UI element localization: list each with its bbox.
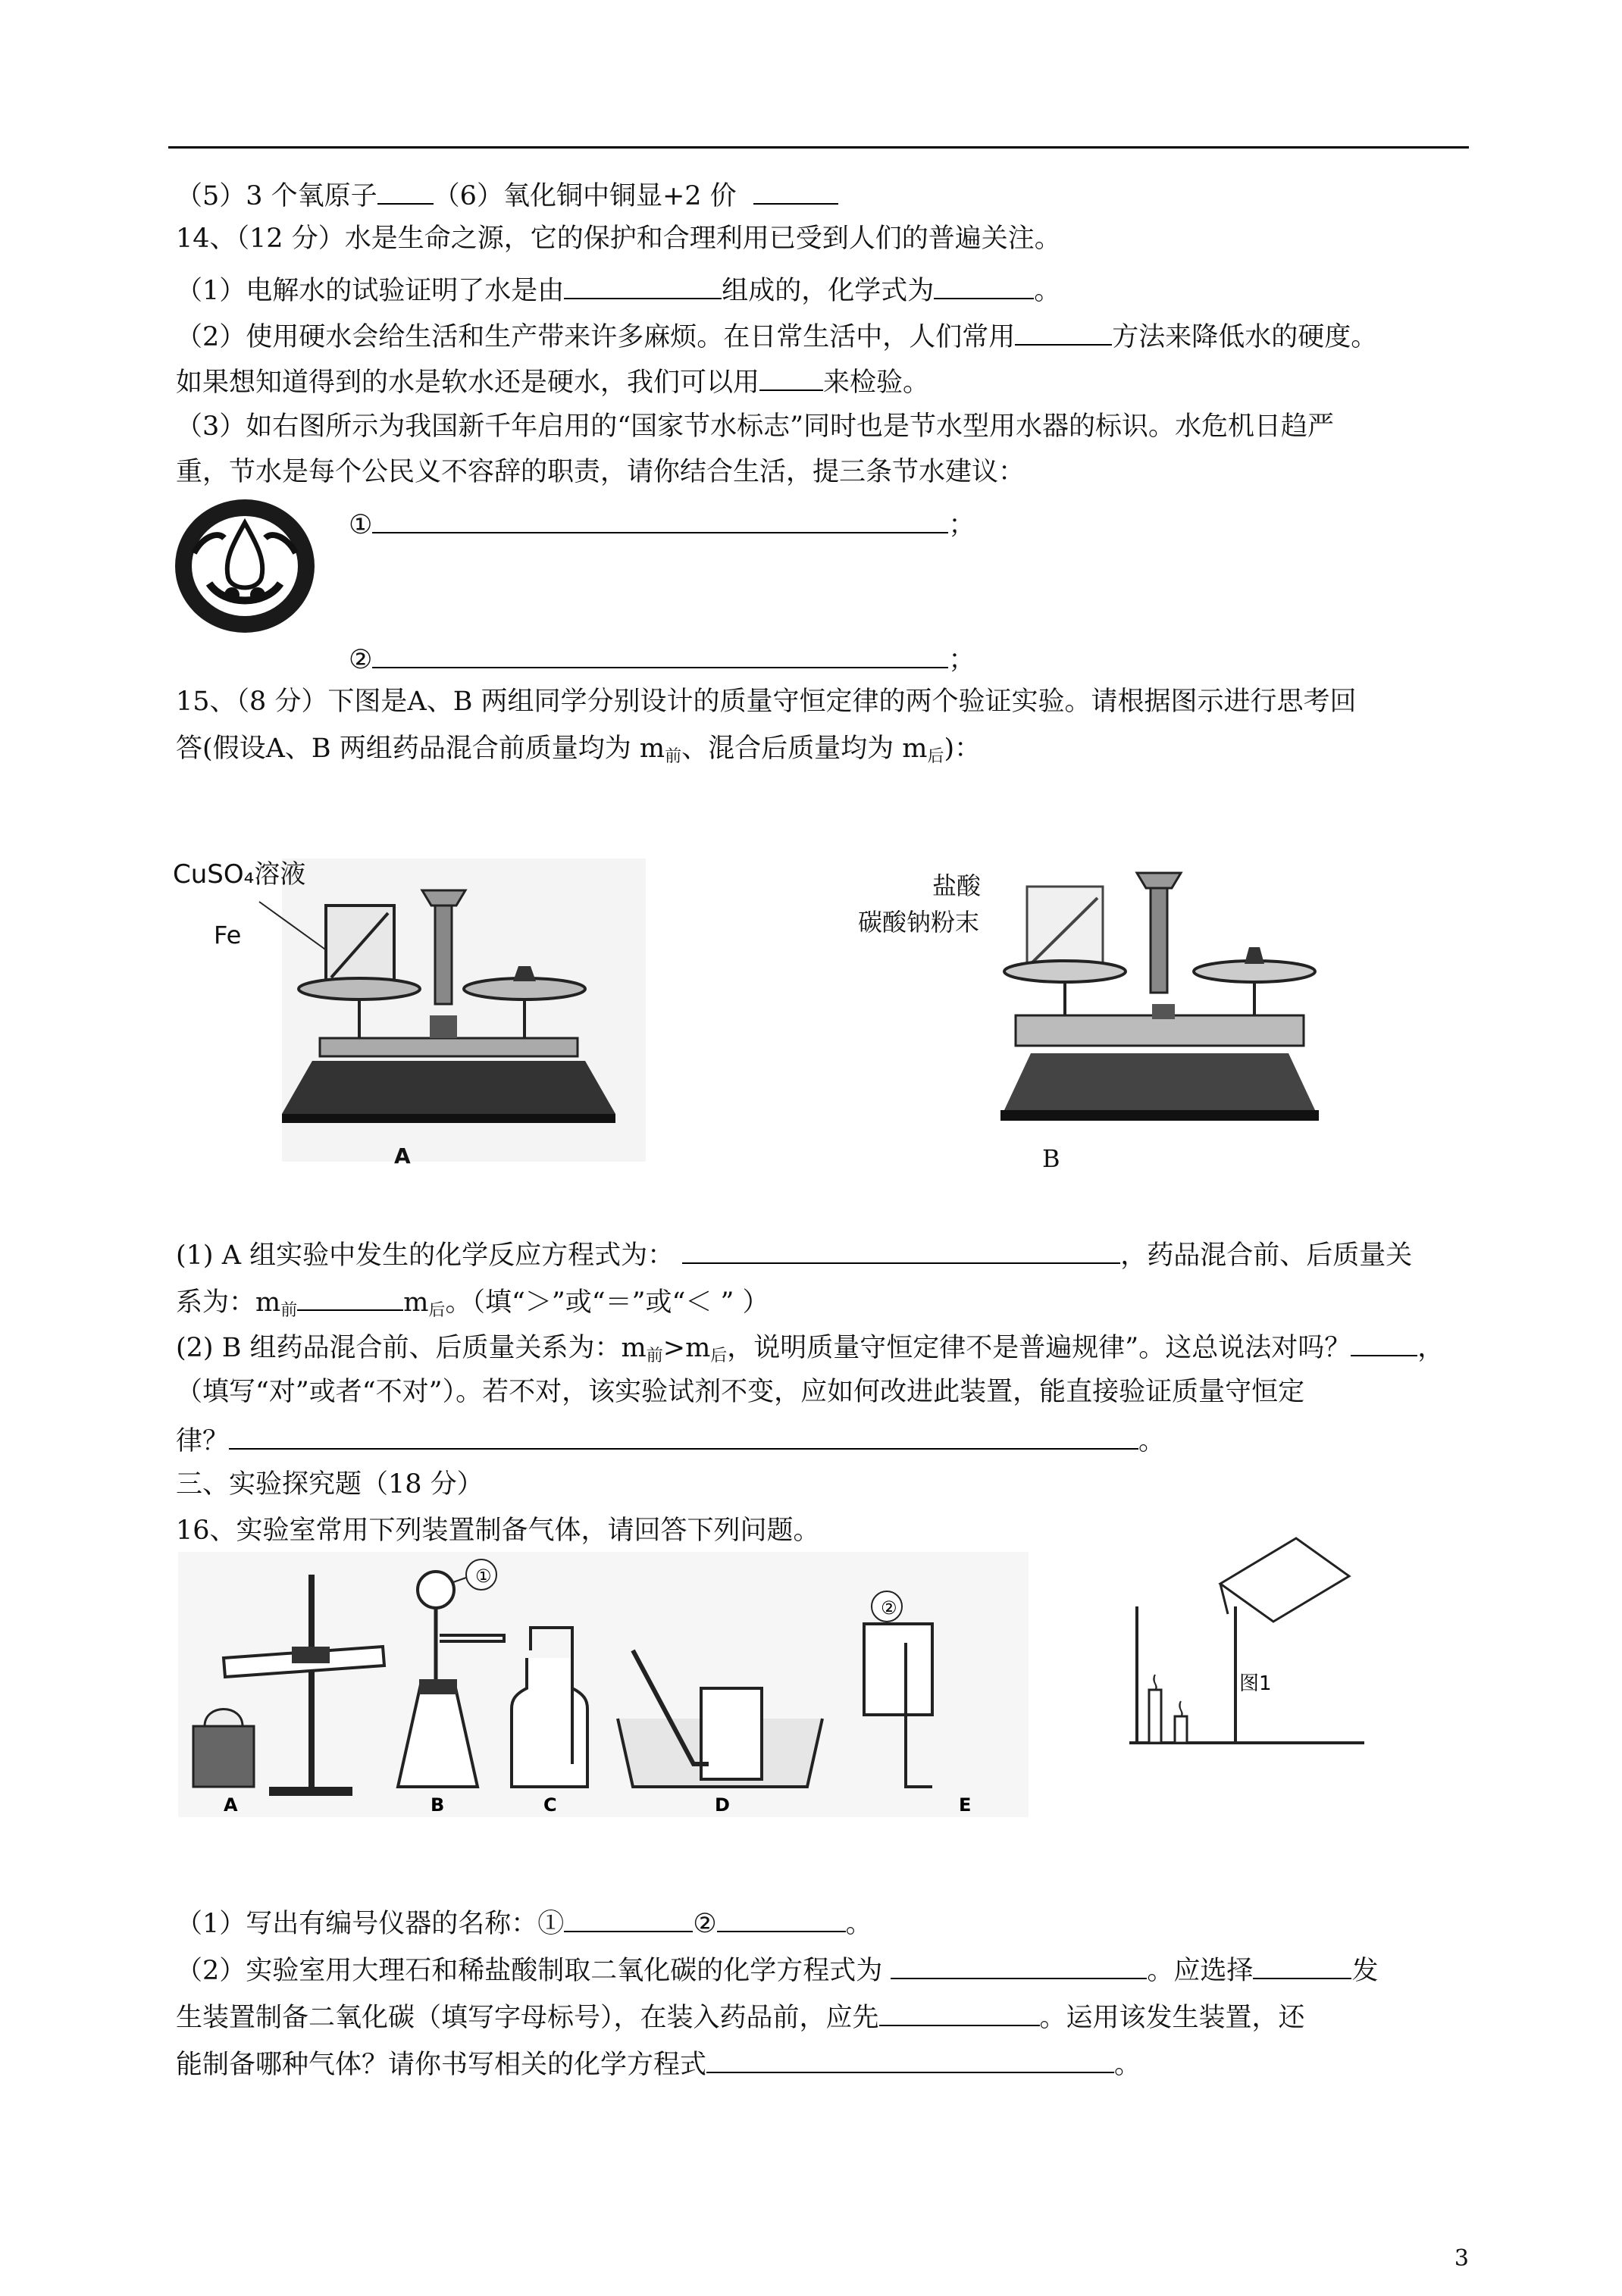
text: 如果想知道得到的水是软水还是硬水，我们可以用: [176, 368, 760, 398]
suggestion-2: [349, 639, 975, 677]
answer-blank[interactable]: [229, 1421, 1138, 1450]
item-5-text: （5）3 个氧原子: [176, 181, 377, 211]
marker-2: ②: [881, 1597, 897, 1619]
text: >m: [662, 1333, 711, 1363]
marker-1: ①: [475, 1566, 492, 1587]
question-16-part-2c: [176, 2044, 1141, 2082]
answer-blank[interactable]: [891, 1950, 1147, 1979]
answer-blank[interactable]: [717, 1903, 846, 1932]
question-14-part-2a: [176, 317, 1377, 355]
label-c: C: [543, 1794, 557, 1816]
answer-blank[interactable]: [682, 1235, 1120, 1264]
answer-blank[interactable]: [564, 271, 722, 299]
question-15-part-2a: [176, 1328, 1444, 1374]
text: (2) B 组药品混合前、后质量关系为：m: [176, 1333, 647, 1363]
text: 生装置制备二氧化碳（填写字母标号），在装入药品前，应先: [176, 2003, 879, 2033]
punct: ；: [948, 645, 975, 675]
label-b: B: [431, 1794, 445, 1816]
question-16-part-2b: [176, 1997, 1305, 2035]
text: 。应选择: [1147, 1956, 1254, 1986]
question-16-title: 16、实验室常用下列装置制备气体，请回答下列问题。: [176, 1516, 820, 1546]
answer-blank[interactable]: [297, 1282, 403, 1311]
text: 系为：m: [176, 1287, 281, 1318]
text: （1）写出有编号仪器的名称：①: [176, 1909, 565, 1939]
text: 。运用该发生装置，还: [1039, 2003, 1305, 2033]
text: 来检验。: [823, 368, 930, 398]
text: （2）使用硬水会给生活和生产带来许多麻烦。在日常生活中，人们常用: [176, 322, 1016, 352]
apparatus-figure: [178, 1552, 1029, 1817]
marker: ①: [349, 510, 373, 540]
question-15-part-1b: [176, 1282, 769, 1328]
fe-label: Fe: [214, 921, 242, 949]
text: ，说明质量守恒定律不是普遍规律”。这总说法对吗？: [727, 1333, 1351, 1363]
question-16-part-2a: [176, 1950, 1378, 1988]
answer-blank[interactable]: [1253, 1950, 1351, 1979]
text: ②: [693, 1909, 717, 1939]
text: 。: [1138, 1426, 1166, 1456]
subscript: 前: [646, 1347, 663, 1365]
label-e: E: [959, 1794, 972, 1816]
question-14-part-3a: （3）如右图所示为我国新千年启用的“国家节水标志”同时也是节水型用水器的标识。水危机日趋严: [176, 411, 1335, 442]
header-rule: [168, 146, 1469, 149]
question-14-part-3b: 重，节水是每个公民义不容辞的职责，请你结合生活，提三条节水建议：: [176, 457, 1025, 487]
answer-blank[interactable]: [706, 2044, 1114, 2073]
hcl-label: 盐酸: [932, 871, 982, 900]
text: 律？: [176, 1426, 230, 1456]
answer-blank[interactable]: [372, 640, 948, 668]
question-14-part-2b: [176, 362, 929, 400]
question-15-part-2b: （填写“对”或者“不对”）。若不对，该实验试剂不变，应如何改进此装置，能直接验证质量守恒定: [176, 1377, 1305, 1407]
figure-1-candles: [1122, 1531, 1372, 1773]
subscript: 后: [710, 1347, 728, 1365]
answer-blank[interactable]: [879, 1997, 1040, 2026]
text: 组成的，化学式为: [722, 276, 935, 306]
figure-1-caption: 图1: [1239, 1672, 1272, 1695]
subscript: 后: [428, 1301, 446, 1320]
na2co3-label: 碳酸钠粉末: [858, 908, 980, 937]
label-a: A: [224, 1794, 238, 1816]
question-15-part-1a: [176, 1235, 1412, 1273]
page-number: 3: [1454, 2245, 1469, 2272]
answer-blank[interactable]: [564, 1903, 693, 1932]
text: 、混合后质量均为 m: [681, 734, 928, 764]
text: （1）电解水的试验证明了水是由: [176, 276, 565, 306]
text: 答(假设A、B 两组药品混合前质量均为 m: [176, 734, 665, 764]
question-15-assumption: [176, 731, 981, 774]
text: 能制备哪种气体？请你书写相关的化学方程式: [176, 2050, 707, 2080]
punct: ；: [948, 510, 975, 540]
question-14-title: 14、（12 分）水是生命之源，它的保护和合理利用已受到人们的普遍关注。: [176, 224, 1061, 254]
suggestion-1: [349, 504, 975, 542]
water-saving-logo: [171, 493, 318, 640]
cuso4-label: CuSO₄溶液: [173, 859, 306, 890]
figure-a-caption: A: [394, 1143, 411, 1168]
text: )：: [944, 734, 982, 764]
text: 。: [1034, 276, 1061, 306]
item-6-text: （6）氧化铜中铜显+2 价: [433, 181, 737, 211]
question-15-part-2c: [176, 1421, 1165, 1459]
text: 方法来降低水的硬度。: [1112, 322, 1378, 352]
text: ，药品混合前、后质量关: [1120, 1240, 1413, 1271]
text: 。（填“＞”或“＝”或“＜ ” ）: [445, 1287, 769, 1318]
text: （2）实验室用大理石和稀盐酸制取二氧化碳的化学方程式为: [176, 1956, 883, 1986]
text: 发: [1351, 1956, 1379, 1986]
text: (1) A 组实验中发生的化学反应方程式为：: [176, 1240, 675, 1271]
question-15-title: 15、（8 分）下图是A、B 两组同学分别设计的质量守恒定律的两个验证实验。请根据图示进行思考回: [176, 687, 1357, 717]
text: ，: [1417, 1333, 1445, 1363]
answer-blank[interactable]: [759, 362, 823, 391]
line-5-6: [176, 176, 838, 214]
text: 。: [1114, 2050, 1141, 2080]
figure-b-balance: [856, 856, 1326, 1175]
answer-blank[interactable]: [377, 176, 434, 205]
subscript: 后: [927, 747, 944, 766]
label-d: D: [715, 1794, 730, 1816]
answer-blank[interactable]: [1015, 317, 1112, 346]
text: 。: [845, 1909, 872, 1939]
subscript: 前: [665, 747, 682, 766]
answer-blank[interactable]: [1351, 1328, 1417, 1356]
text: m: [403, 1287, 429, 1318]
question-14-part-1: [176, 271, 1060, 308]
question-16-part-1: [176, 1903, 872, 1941]
figure-a-balance: [168, 852, 653, 1171]
answer-blank[interactable]: [372, 505, 948, 533]
figure-b-caption: B: [1042, 1144, 1060, 1173]
answer-blank[interactable]: [753, 176, 838, 205]
subscript: 前: [280, 1301, 298, 1320]
answer-blank[interactable]: [934, 271, 1034, 299]
marker: ②: [349, 645, 373, 675]
section-3-heading: 三、实验探究题（18 分）: [176, 1469, 484, 1500]
